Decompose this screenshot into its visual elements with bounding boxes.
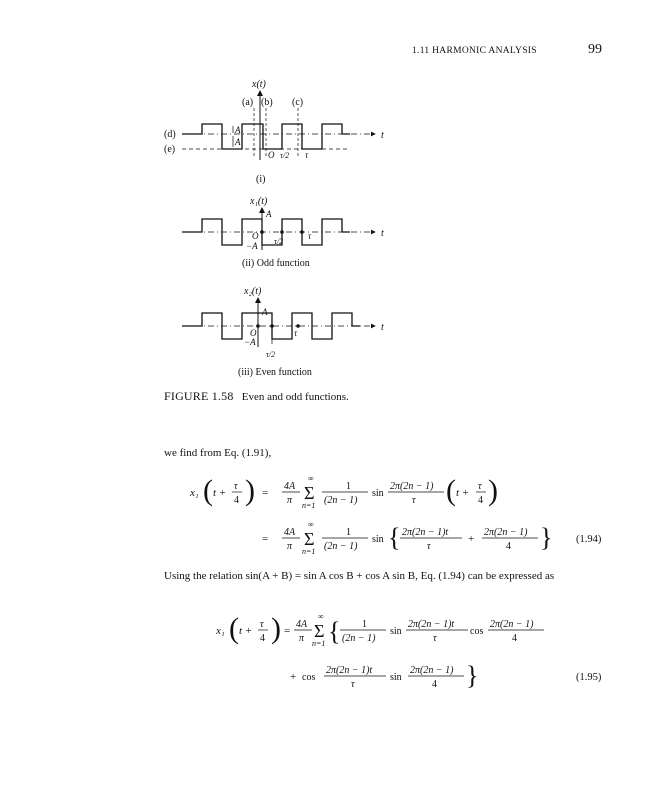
eq195-num2pit2: 2π(2n − 1)t <box>326 665 373 676</box>
panel-i <box>164 79 384 185</box>
page-number: 99 <box>588 42 602 57</box>
panel-ii-tick-tau: τ <box>308 231 312 241</box>
eq195-lbrace: { <box>328 617 341 646</box>
eq195-lhs-tau: τ <box>260 619 264 630</box>
panel-iii-tick-tau: τ <box>294 328 298 338</box>
eq194-num2pit: 2π(2n − 1)t <box>402 527 449 538</box>
panel-i-origin: O <box>268 150 275 160</box>
eq195-num2pi: 2π(2n − 1) <box>490 619 534 630</box>
eq195-sum-bottom: n=1 <box>312 639 326 648</box>
eq194-lhs-x: x₁ <box>190 487 199 499</box>
level-e-label: (e) <box>164 144 176 155</box>
eq195-sum: Σ <box>314 621 325 641</box>
eq194-one2: 1 <box>346 527 351 538</box>
eq195-tau2: τ <box>433 633 437 644</box>
eq195-four3: 4 <box>432 679 437 690</box>
eq194-plus: + <box>468 533 475 545</box>
panel-ii-tick-half: τ/2 <box>274 237 284 246</box>
eq195-rbrace: } <box>466 661 479 690</box>
eq194-sum-bottom: n=1 <box>302 501 316 510</box>
panel-ii-ylabel: x₁(t) <box>250 196 268 207</box>
eq195-cos2: cos <box>302 672 316 683</box>
panel-ii <box>182 196 384 269</box>
eq195-lhs-x: x₁ <box>216 625 225 637</box>
eq194-coef-num2: 4A <box>284 527 296 538</box>
eq194-coef-num: 4A <box>284 481 296 492</box>
eq194-lbrace: { <box>388 523 401 552</box>
eq195-cos: cos <box>470 626 484 637</box>
panel-iii-amp: A <box>262 307 268 317</box>
eq194-t2: t + <box>456 487 470 499</box>
panel-i-ylabel: x(t) <box>252 79 266 90</box>
eq194-equals: = <box>262 487 269 499</box>
eq194-sum-bottom2: n=1 <box>302 547 316 556</box>
eq194-number: (1.94) <box>576 534 602 545</box>
eq194-lhs-tau: τ <box>234 481 238 492</box>
eq194-rparen2: ) <box>488 474 498 507</box>
eq195-coef-den: π <box>299 633 305 644</box>
amp-upper-label: A <box>235 125 241 135</box>
marker-b: (b) <box>261 97 273 108</box>
panel-iii-label: (iii) Even function <box>238 367 312 378</box>
eq194-tau3: τ <box>478 481 482 492</box>
panel-ii-origin-dot <box>260 230 264 234</box>
eq195-lhs-lparen: ( <box>229 612 239 645</box>
panel-ii-neg-amp: −A <box>246 241 258 251</box>
figure-1-58 <box>160 72 400 382</box>
panel-iii-origin: O <box>250 328 257 338</box>
eq195-tau3: τ <box>351 679 355 690</box>
eq195-sum-top: ∞ <box>318 612 324 621</box>
figure-caption <box>164 389 349 404</box>
panel-iii-t-label: t <box>381 322 384 333</box>
eq195-num2pi2: 2π(2n − 1) <box>410 665 454 676</box>
eq194-lhs-lparen: ( <box>203 474 213 507</box>
eq194-sum: Σ <box>304 483 315 503</box>
eq194-one: 1 <box>346 481 351 492</box>
eq194-tau4: τ <box>427 541 431 552</box>
eq194-equals2: = <box>262 533 269 545</box>
eq194-coef-den2: π <box>287 541 293 552</box>
eq195-sin: sin <box>390 626 402 637</box>
eq194-num2pi2: 2π(2n − 1) <box>484 527 528 538</box>
panel-ii-label: (ii) Odd function <box>242 258 310 269</box>
panel-iii <box>182 286 384 378</box>
eq194-sin2: sin <box>372 534 384 545</box>
eq194-sum-top: ∞ <box>308 474 314 483</box>
eq194-rbrace: } <box>540 523 553 552</box>
panel-iii-ylabel: x₂(t) <box>244 286 262 297</box>
panel-iii-neg-amp: −A <box>244 337 256 347</box>
panel-i-tick-half: τ/2 <box>280 151 290 160</box>
panel-ii-t-label: t <box>381 228 384 239</box>
equation-1-95 <box>190 608 610 698</box>
equation-1-94 <box>190 470 610 560</box>
panel-ii-tau-dot <box>300 230 304 234</box>
eq195-equals: = <box>284 625 291 637</box>
eq194-tau2: τ <box>412 495 416 506</box>
eq194-coef-den: π <box>287 495 293 506</box>
level-d-label: (d) <box>164 129 176 140</box>
panel-i-label: (i) <box>256 174 266 185</box>
eq194-four2: 4 <box>478 495 483 506</box>
eq195-one: 1 <box>362 619 367 630</box>
eq194-den: (2n − 1) <box>324 495 358 506</box>
eq194-sin: sin <box>372 488 384 499</box>
caption-label: FIGURE 1.58 <box>164 389 234 403</box>
eq195-coef-num: 4A <box>296 619 308 630</box>
eq195-den: (2n − 1) <box>342 633 376 644</box>
panel-iii-tick-half: τ/2 <box>266 350 276 359</box>
panel-ii-amp: A <box>266 209 272 219</box>
marker-a: (a) <box>242 97 254 108</box>
intro-text: we find from Eq. (1.91), <box>164 447 272 459</box>
eq194-lhs-t: t + <box>213 487 227 499</box>
eq194-lhs-rparen: ) <box>245 474 255 507</box>
panel-ii-origin: O <box>252 231 259 241</box>
eq194-lparen2: ( <box>446 474 456 507</box>
eq194-den2: (2n − 1) <box>324 541 358 552</box>
caption-text: Even and odd functions. <box>241 391 349 403</box>
amp-lower-label: A <box>235 137 241 147</box>
panel-i-t-label: t <box>381 130 384 141</box>
eq195-num2pit: 2π(2n − 1)t <box>408 619 455 630</box>
eq195-number: (1.95) <box>576 672 602 683</box>
relation-text: Using the relation sin(A + B) = sin A cos B + cos A sin B, Eq. (1.94) can be expressed as <box>164 570 555 582</box>
eq195-plus: + <box>290 671 297 683</box>
panel-i-tick-tau: τ <box>305 150 309 160</box>
eq194-num2pi: 2π(2n − 1) <box>390 481 434 492</box>
eq194-sum2: Σ <box>304 529 315 549</box>
panel-iii-origin-dot <box>256 324 260 328</box>
eq195-lhs-rparen: ) <box>271 612 281 645</box>
eq195-sin2: sin <box>390 672 402 683</box>
panel-ii-half-dot <box>280 230 284 234</box>
eq195-lhs-t: t + <box>239 625 253 637</box>
eq194-sum-top2: ∞ <box>308 520 314 529</box>
eq194-four3: 4 <box>506 541 511 552</box>
eq195-lhs-four: 4 <box>260 633 265 644</box>
marker-c: (c) <box>292 97 304 108</box>
running-header-title: 1.11 HARMONIC ANALYSIS <box>412 46 537 56</box>
eq194-lhs-four: 4 <box>234 495 239 506</box>
eq195-four2: 4 <box>512 633 517 644</box>
